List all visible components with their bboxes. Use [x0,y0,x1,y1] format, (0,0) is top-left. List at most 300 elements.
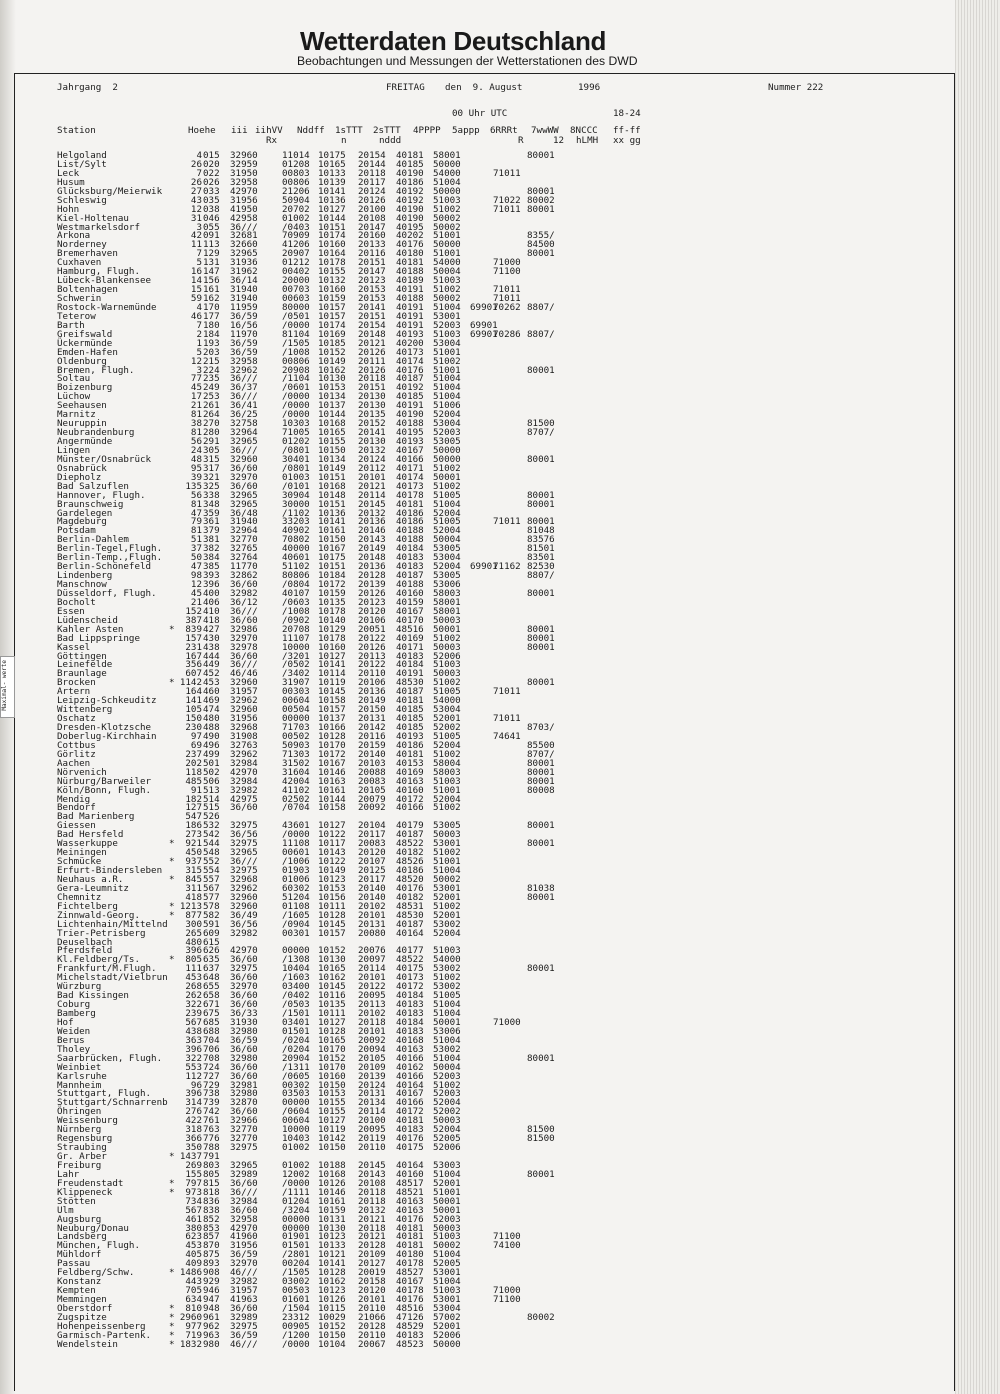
cell-iii: 379 [203,525,220,537]
cell-appp: 57002 [433,1311,461,1323]
cell-nddff: 10404 [282,963,310,975]
cell-nccc: 81501 [527,543,555,555]
cell-nddff: 11108 [282,838,310,850]
cell-hoehe: 877 [185,909,202,921]
cell-iii: 708 [203,1052,220,1064]
cell-nccc: 8807/ [527,301,555,313]
cell-nccc: 80001 [527,766,555,778]
cell-appp: 50001 [433,1204,461,1216]
cell-iii: 963 [203,1329,220,1341]
cell-nddff: 00502 [282,730,310,742]
cell-pppp: 40176 [396,1133,424,1145]
cell-iii: 046 [203,212,220,224]
cell-pppp: 40190 [396,409,424,421]
cell-hoehe: 3 [196,364,202,376]
cell-nddff: /0000 [282,391,310,403]
cell-iihvv: 32960 [230,704,258,716]
cell-sttt2: 20123 [358,596,386,608]
cell-iii: 113 [203,239,220,251]
cell-pppp: 40192 [396,382,424,394]
cell-sttt2: 20126 [358,194,386,206]
cell-appp: 54000 [433,167,461,179]
cell-hoehe: 186 [185,820,202,832]
cell-hoehe: 37 [190,543,202,555]
cell-hoehe: 45 [190,587,202,599]
cell-iii: 947 [203,1294,220,1305]
cell-iii: 961 [203,1311,220,1323]
cell-pppp: 40163 [396,1195,424,1207]
cell-iihvv: 42970 [230,185,258,197]
cell-sttt1: 10157 [318,301,346,313]
cell-nddff: /0000 [282,409,310,421]
cell-station-name: Aachen [57,757,91,769]
cell-iii: 480 [203,713,220,725]
cell-sttt2: 20145 [358,1159,386,1171]
cell-wwww: 74100 [493,1240,521,1252]
cell-hoehe: 27 [190,185,202,197]
cell-pppp: 40172 [396,981,424,993]
cell-sttt2: 20131 [358,1088,386,1100]
cell-nddff: 71303 [282,748,310,760]
cell-sttt2: 20147 [358,266,386,278]
cell-pppp: 40183 [396,1025,424,1037]
cell-hoehe: 797 [185,1177,202,1189]
cell-nccc: 83501 [527,552,555,564]
cell-nddff: 01903 [282,865,310,876]
cell-nddff: 01002 [282,1142,310,1154]
cell-sttt2: 20114 [358,1106,386,1118]
cell-station-name: Leck [57,167,80,179]
cell-pppp: 48527 [396,1267,424,1279]
cell-appp: 50002 [433,221,461,233]
cell-pppp: 40164 [396,927,424,939]
cell-nddff: 03503 [282,1088,310,1100]
cell-iihvv: 32982 [230,784,258,796]
cell-appp: 51003 [433,1231,461,1243]
cell-sttt1: 10167 [318,543,346,555]
cell-sttt2: 20122 [358,981,386,993]
cell-sttt2: 20135 [358,409,386,421]
cell-iii: 948 [203,1302,220,1314]
cell-appp: 53001 [433,838,461,850]
cell-pppp: 40183 [396,552,424,564]
cell-sttt2: 20124 [358,1079,386,1091]
cell-iii: 338 [203,489,220,501]
cell-pppp: 40163 [396,775,424,787]
cell-wwww: 71011 [493,284,521,296]
issue-number: Nummer 222 [768,82,824,93]
cell-station-name: Brocken [57,677,96,689]
cell-appp: 51005 [433,730,461,742]
cell-iii: 763 [203,1124,220,1136]
cell-pppp: 40193 [396,436,424,447]
col-subheader-r: R [518,135,524,146]
cell-sttt2: 20140 [358,891,386,903]
col-header-hoehe: Hoehe [188,125,216,136]
cell-appp: 50003 [433,668,461,680]
cell-sttt1: 10115 [318,1302,346,1314]
cell-station-name: Lingen [57,444,91,456]
cell-station-name: Husum [57,176,85,188]
cell-sttt2: 20119 [358,1133,386,1145]
cell-nddff: /0801 [282,462,310,474]
cell-hoehe: 405 [185,1249,202,1261]
cell-iii: 384 [203,552,220,564]
cell-iii: 962 [203,1320,220,1332]
cell-appp: 52001 [433,713,461,725]
cell-iihvv: 42970 [230,945,258,957]
cell-hoehe: 438 [185,1025,202,1037]
cell-sttt1: 10104 [318,1338,346,1350]
cell-nddff: /0204 [282,1034,310,1046]
cell-station-name: Oberstdorf [57,1302,113,1314]
cell-nddff: /1111 [282,1186,310,1198]
cell-station-name: Regensburg [57,1133,113,1145]
cell-pppp: 40183 [396,1329,424,1341]
cell-sttt2: 20126 [358,641,386,653]
cell-pppp: 40202 [396,230,424,242]
cell-station-name: Bocholt [57,596,96,608]
cell-hoehe: 135 [185,480,202,492]
cell-iihvv: 42970 [230,1222,258,1234]
cell-nddff: /0204 [282,1043,310,1055]
cell-nddff: /1104 [282,373,310,385]
cell-nccc: 80001 [527,185,555,197]
cell-nddff: 00000 [282,1222,310,1234]
cell-nddff: 00302 [282,1079,310,1091]
cell-pppp: 40188 [396,293,424,304]
cell-hoehe: 21 [190,596,202,608]
cell-appp: 51004 [433,301,461,313]
cell-iii: 015 [203,150,220,161]
cell-hoehe: 810 [185,1302,202,1314]
cell-iii: 742 [203,1106,220,1118]
cell-sttt2: 20126 [358,346,386,358]
cell-iii: 791 [203,1151,220,1162]
cell-sttt1: 10127 [318,650,346,662]
cell-appp: 52006 [433,1142,461,1154]
cell-iii: 469 [203,695,220,707]
cell-nccc: 80001 [527,516,555,528]
cell-station-name: Görlitz [57,748,96,760]
cell-station-name: Boltenhagen [57,284,118,296]
cell-iihvv: 32978 [230,641,258,653]
cell-nddff: 33203 [282,516,310,528]
cell-iii: 170 [203,301,220,313]
cell-appp: 51001 [433,346,461,358]
cell-iii: 544 [203,838,220,850]
cell-nddff: /1605 [282,909,310,921]
cell-nddff: 00905 [282,1320,310,1332]
cell-nddff: 71703 [282,722,310,733]
cell-hoehe: 607 [185,668,202,680]
cell-sttt2: 20110 [358,1329,386,1341]
cell-station-name: Lüdenscheid [57,614,118,626]
cell-appp: 51002 [433,355,461,367]
cell-station-name: Wendelstein [57,1338,118,1350]
cell-nccc: 83576 [527,534,555,546]
cell-pppp: 40187 [396,373,424,385]
cell-sttt1: 10151 [318,561,346,573]
cell-appp: 52004 [433,507,461,519]
cell-hoehe: 81 [190,409,202,421]
cell-appp: 51001 [433,248,461,260]
cell-iii: 499 [203,748,220,760]
col-header-nddff: Nddff [297,125,325,136]
cell-station-name: Schmücke [57,856,102,868]
cell-station-name: Gera-Leumnitz [57,882,129,894]
cell-station-name: Kempten [57,1285,96,1297]
cell-station-name: Tholey [57,1043,91,1055]
cell-appp: 51004 [433,865,461,876]
cell-sttt2: 20147 [358,221,386,233]
cell-station-name: Greifswald [57,328,113,340]
mountain-station-marker: * [169,954,175,966]
cell-sttt1: 10119 [318,1124,346,1136]
cell-hoehe: 1213 [179,900,202,912]
cell-iihvv: 36/41 [230,400,258,412]
cell-sttt2: 20122 [358,632,386,644]
cell-pppp: 40166 [396,1097,424,1109]
cell-appp: 58001 [433,596,461,608]
cell-hoehe: 318 [185,1124,202,1136]
cell-station-name: Kl.Feldberg/Ts. [57,954,140,966]
cell-sttt1: 10160 [318,1070,346,1082]
cell-sttt1: 10142 [318,1133,346,1145]
cell-sttt2: 20080 [358,927,386,939]
cell-nddff: 81104 [282,328,310,340]
cell-hoehe: 634 [185,1294,202,1305]
cell-sttt2: 20148 [358,552,386,564]
cell-sttt1: 10168 [318,1168,346,1180]
cell-nddff: 41102 [282,784,310,796]
cell-pppp: 48522 [396,954,424,966]
cell-sttt2: 20151 [358,257,386,269]
cell-wwww: 71100 [493,1231,521,1243]
cell-iihvv: 36/12 [230,596,258,608]
cell-hoehe: 268 [185,981,202,993]
cell-station-name: München, Flugh. [57,1240,140,1252]
cell-sttt2: 20100 [358,203,386,215]
cell-iihvv: 36/60 [230,1204,258,1216]
cell-iihvv: 11959 [230,301,258,313]
cell-sttt2: 20118 [358,1016,386,1028]
cell-hoehe: 805 [185,954,202,966]
cell-iihvv: 32968 [230,722,258,733]
cell-pppp: 40182 [396,847,424,859]
cell-pppp: 40169 [396,632,424,644]
cell-sttt1: 10127 [318,820,346,832]
cell-iii: 038 [203,203,220,215]
cell-nccc: 80001 [527,891,555,903]
cell-hoehe: 31 [190,212,202,224]
cell-pppp: 40171 [396,462,424,474]
cell-hoehe: 450 [185,847,202,859]
cell-iii: 929 [203,1276,220,1288]
cell-sttt1: 10155 [318,266,346,278]
cell-sttt2: 20102 [358,900,386,912]
cell-sttt1: 10123 [318,873,346,885]
cell-iii: 761 [203,1115,220,1127]
cell-iii: 542 [203,829,220,841]
cell-iihvv: 32989 [230,1311,258,1323]
cell-iii: 515 [203,802,220,814]
cell-iii: 270 [203,418,220,430]
cell-iii: 496 [203,739,220,751]
cell-iii: 637 [203,963,220,975]
cell-nddff: 03002 [282,1276,310,1288]
cell-iihvv: 32960 [230,453,258,465]
cell-station-name: Weinbiet [57,1061,102,1073]
cell-hoehe: 237 [185,748,202,760]
mountain-station-marker: * [169,623,175,635]
cell-hoehe: 24 [190,444,202,456]
cell-station-name: List/Sylt [57,158,107,170]
cell-hoehe: 396 [185,945,202,957]
cell-appp: 54000 [433,257,461,269]
cell-nddff: 71005 [282,427,310,439]
cell-sttt2: 20083 [358,775,386,787]
cell-appp: 51001 [433,364,461,376]
cell-nddff: 00503 [282,1285,310,1297]
cell-nddff: 51204 [282,891,310,903]
cell-iii: 203 [203,346,220,358]
cell-station-name: Wasserkuppe [57,838,118,850]
cell-nccc: 80001 [527,498,555,510]
cell-station-name: Lüchow [57,391,91,403]
cell-sttt2: 20101 [358,972,386,984]
cell-nddff: 00806 [282,176,310,188]
cell-pppp: 40181 [396,1115,424,1127]
cell-sttt2: 20146 [358,525,386,537]
cell-station-name: Kassel [57,641,91,653]
cell-sttt1: 10149 [318,865,346,876]
cell-station-name: Hannover, Flugh. [57,489,146,501]
col-subheader-n: n [341,135,347,146]
cell-nddff: /0904 [282,918,310,930]
cell-hoehe: 12 [190,355,202,367]
cell-pppp: 40192 [396,194,424,206]
cell-sttt2: 20108 [358,1177,386,1189]
cell-appp: 50000 [433,444,461,456]
cell-pppp: 40186 [396,516,424,528]
cell-nddff: /2801 [282,1249,310,1261]
cell-iii: 818 [203,1186,220,1198]
cell-nddff: 80806 [282,570,310,582]
cell-pppp: 40191 [396,319,424,331]
cell-nddff: 03400 [282,981,310,993]
cell-nddff: /0603 [282,596,310,608]
page-subtitle: Beobachtungen und Messungen der Wetterstationen des DWD [297,54,638,68]
cell-hoehe: 56 [190,489,202,501]
cell-iihvv: 32965 [230,498,258,510]
cell-sttt2: 20140 [358,748,386,760]
cell-station-name: Osnabrück [57,462,107,474]
cell-appp: 52006 [433,650,461,662]
cell-sttt2: 20101 [358,1025,386,1037]
cell-wwww: 74641 [493,730,521,742]
cell-station-name: Berlin-Dahlem [57,534,129,546]
cell-sttt2: 20149 [358,543,386,555]
cell-hoehe: 567 [185,1204,202,1216]
cell-sttt2: 20116 [358,730,386,742]
cell-hoehe: 202 [185,757,202,769]
cell-iii: 410 [203,605,220,617]
cell-iii: 815 [203,1177,220,1189]
cell-station-name: Oschatz [57,713,96,725]
cell-hoehe: 396 [185,1088,202,1100]
cell-sttt2: 20126 [358,364,386,376]
cell-rrrt: 69901 [470,561,498,573]
cell-iihvv: 32960 [230,900,258,912]
cell-hoehe: 5 [196,346,202,358]
cell-hoehe: 1142 [179,677,202,689]
cell-sttt1: 10111 [318,900,346,912]
cell-pppp: 40178 [396,489,424,501]
cell-iihvv: 36/37 [230,382,258,394]
cell-appp: 51003 [433,945,461,957]
cell-nddff: 21206 [282,185,310,197]
cell-appp: 50003 [433,829,461,841]
cell-appp: 53002 [433,981,461,993]
cell-sttt2: 20109 [358,1061,386,1073]
cell-sttt1: 10178 [318,605,346,617]
cell-iihvv: 32980 [230,1052,258,1064]
cell-iii: 438 [203,641,220,653]
cell-iii: 685 [203,1016,220,1028]
cell-iii: 033 [203,185,220,197]
cell-sttt1: 10160 [318,284,346,296]
cell-sttt2: 20130 [358,436,386,447]
cell-iii: 215 [203,355,220,367]
cell-nddff: 01208 [282,158,310,170]
cell-appp: 53003 [433,1159,461,1171]
cell-wwww: 71011 [493,167,521,179]
cell-iii: 658 [203,990,220,1002]
mountain-station-marker: * [169,838,175,850]
cell-nddff: 50903 [282,739,310,751]
cell-station-name: Giessen [57,820,96,832]
cell-station-name: Hof [57,1016,74,1028]
cell-pppp: 48529 [396,1320,424,1332]
cell-station-name: Seehausen [57,400,107,412]
cell-station-name: Düsseldorf, Flugh. [57,587,157,599]
cell-station-name: Mühldorf [57,1249,102,1261]
cell-sttt2: 20117 [358,873,386,885]
cell-station-name: Bamberg [57,1008,96,1019]
cell-station-name: Lichtenhain/Mittelnd [57,918,168,930]
cell-nddff: 80000 [282,301,310,313]
cell-sttt2: 20118 [358,1186,386,1198]
cell-station-name: Zinnwald-Georg. [57,909,140,921]
mountain-station-marker: * [169,1302,175,1314]
cell-iihvv: 32980 [230,1025,258,1037]
cell-station-name: Hamburg, Flugh. [57,266,140,278]
cell-iihvv: 32966 [230,1115,258,1127]
cell-pppp: 40175 [396,963,424,975]
cell-rrrt: 69901 [470,301,498,313]
cell-nccc: 8707/ [527,427,555,439]
cell-hoehe: 453 [185,1240,202,1252]
cell-hoehe: 356 [185,659,202,671]
cell-pppp: 40176 [396,1294,424,1305]
cell-sttt1: 10119 [318,677,346,689]
cell-iii: 180 [203,319,220,331]
cell-station-name: Weissenburg [57,1115,118,1127]
cell-pppp: 40180 [396,248,424,260]
cell-iii: 400 [203,587,220,599]
cell-nddff: /0000 [282,1338,310,1350]
